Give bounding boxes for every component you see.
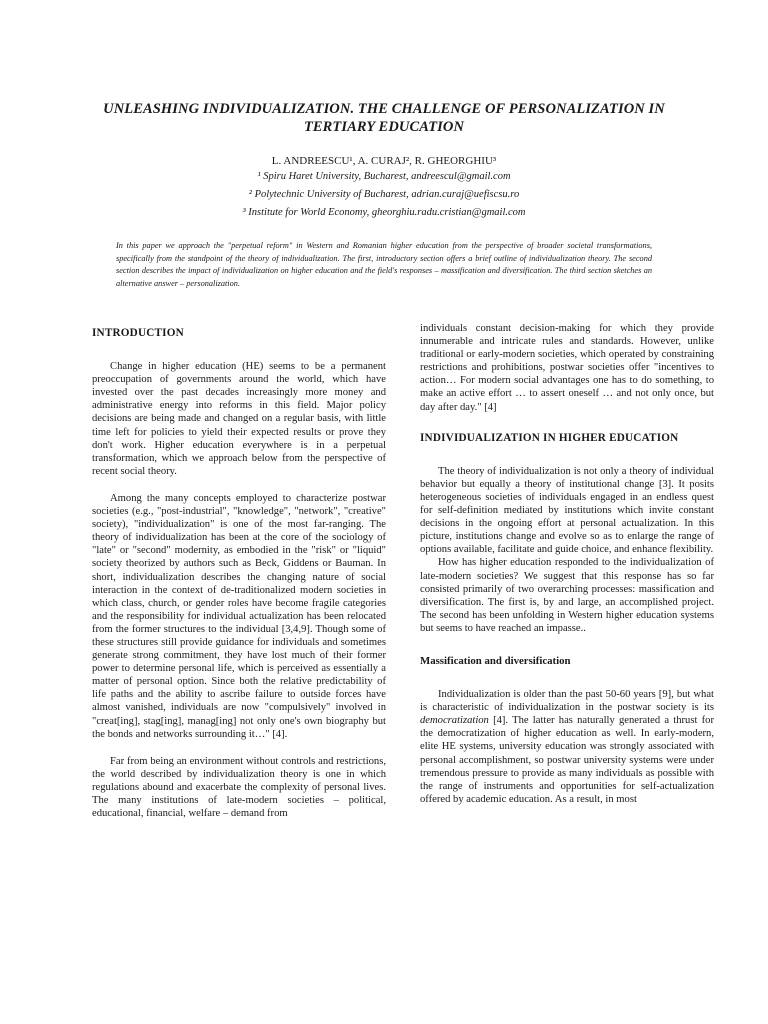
section-heading-individualization: INDIVIDUALIZATION IN HIGHER EDUCATION — [420, 431, 679, 444]
affiliation-1: ¹ Spiru Haret University, Bucharest, andreescul@gmail.com — [257, 171, 511, 182]
paper-title: UNLEASHING INDIVIDUALIZATION. THE CHALLENGE OF PERSONALIZATION IN TERTIARY EDUCATION — [103, 101, 665, 135]
paragraph: Among the many concepts employed to characterize postwar societies (e.g., "post-industrial", "knowledge", "network", "creative" society), "individualization" is one of the most far-ranging. The theory of individualization has been at the core of the sociology of "late" or "second" modernity, as embodied in the "risk" or "liquid" society theorized by authors such as Beck, Giddens or Bauman. In short, individualization describes the changing nature of social interaction in the context of de-traditionalized modern societies in which class, church, or gender roles have become fragile categories and the responsibility for individual actualization has been relocated from the former structures to the individual [3,4,9]. Though some of these structures still provide guidance for individuals and sometimes generate strong commitment, they have lost much of their former power to determine personal life, which is perceived as essentially a matter of personal option. Since both the relative predictability of life paths and the ability to ascribe failure to outside forces have almost vanished, individuals are now "compulsively" involved in "creat[ing], stag[ing], manag[ing] not only one's own biography but the bonds and networks surrounding it…" [4]. — [92, 492, 386, 740]
paragraph: individuals constant decision-making for which they provide innumerable and intricate rules and standards. However, unlike traditional or early-modern societies, which operated by constraining restrictions and prohibitions, postwar societies offer "incentives to action… For modern social advantages one has to do something, to make an active effort … to assert oneself … and not only once, but day after day." [4] — [420, 323, 714, 413]
paragraph: How has higher education responded to the individualization of late-modern societies? We suggest that this response has so far consisted primarily of two overarching processes: massification and diversification. The first is, by and large, an accomplished project. The second has been unfolding in Western higher education systems but seems to have reached an impasse.. — [420, 557, 714, 634]
right-column — [420, 322, 714, 806]
author-list: L. ANDREESCU¹, A. CURAJ², R. GHEORGHIU³ — [271, 155, 497, 167]
text-run: Individualization is older than the past 50-60 years [9], but what is characteristic of individualization in the postwar society is its — [420, 689, 714, 714]
emphasis-democratization: democratization — [420, 715, 489, 727]
paragraph: The theory of individualization is not only a theory of individual behavior but equally a theory of institutional change [3]. It posits heterogeneous societies of individuals engaged in an endless quest for self-definition mediated by institutions which invite constant decisions in the ongoing effort at personal actualization. In this picture, institutions change and evolve so as to enlarge the range of options available, facilitate and guide choice, and enhance flexibility. — [420, 465, 714, 556]
paragraph — [420, 688, 714, 806]
subsection-heading-massification: Massification and diversification — [420, 654, 571, 667]
affiliation-3: ³ Institute for World Economy, gheorghiu.radu.cristian@gmail.com — [242, 207, 526, 218]
affiliation-2: ² Polytechnic University of Bucharest, adrian.curaj@uefiscsu.ro — [248, 189, 520, 200]
paragraph: Far from being an environment without controls and restrictions, the world described by individualization theory is one in which regulations abound and exacerbate the complexity of personal lives. The many institutions of late-modern societies – political, educational, financial, welfare – demand from — [92, 755, 386, 820]
section-heading-introduction: INTRODUCTION — [92, 327, 184, 339]
paragraph: Change in higher education (HE) seems to be a permanent preoccupation of governments around the world, which have invested over the past decades increasingly more money and administrative energy into reforms in this field. Major policy decisions are being made and changed on a regular basis, with little time left for policies to yield their expected results or prove they don't work. Higher education everywhere is in a perpetual transformation, which we approach below from the perspective of recent social theory. — [92, 361, 386, 477]
left-column — [92, 322, 386, 820]
abstract: In this paper we approach the "perpetual reform" in Western and Romanian higher education from the perspective of broader societal transformations, specifically from the standpoint of the theory of individualization. The first, introductory section offers a brief outline of individualization theory. The second section describes the impact of individualization on higher education and the field's responses – massification and diversification. The third section sketches an alternative answer – personalization. — [116, 241, 652, 288]
text-run: [4]. The latter has naturally generated a thrust for the democratization of higher education as well. In early-modern, elite HE systems, university education was strongly associated with personal accomplishment, so postwar university systems were under tremendous pressure to provide as many individuals as possible with the range of instruments and opportunities for self-actualization offered by academic education. As a result, in most — [420, 715, 714, 805]
